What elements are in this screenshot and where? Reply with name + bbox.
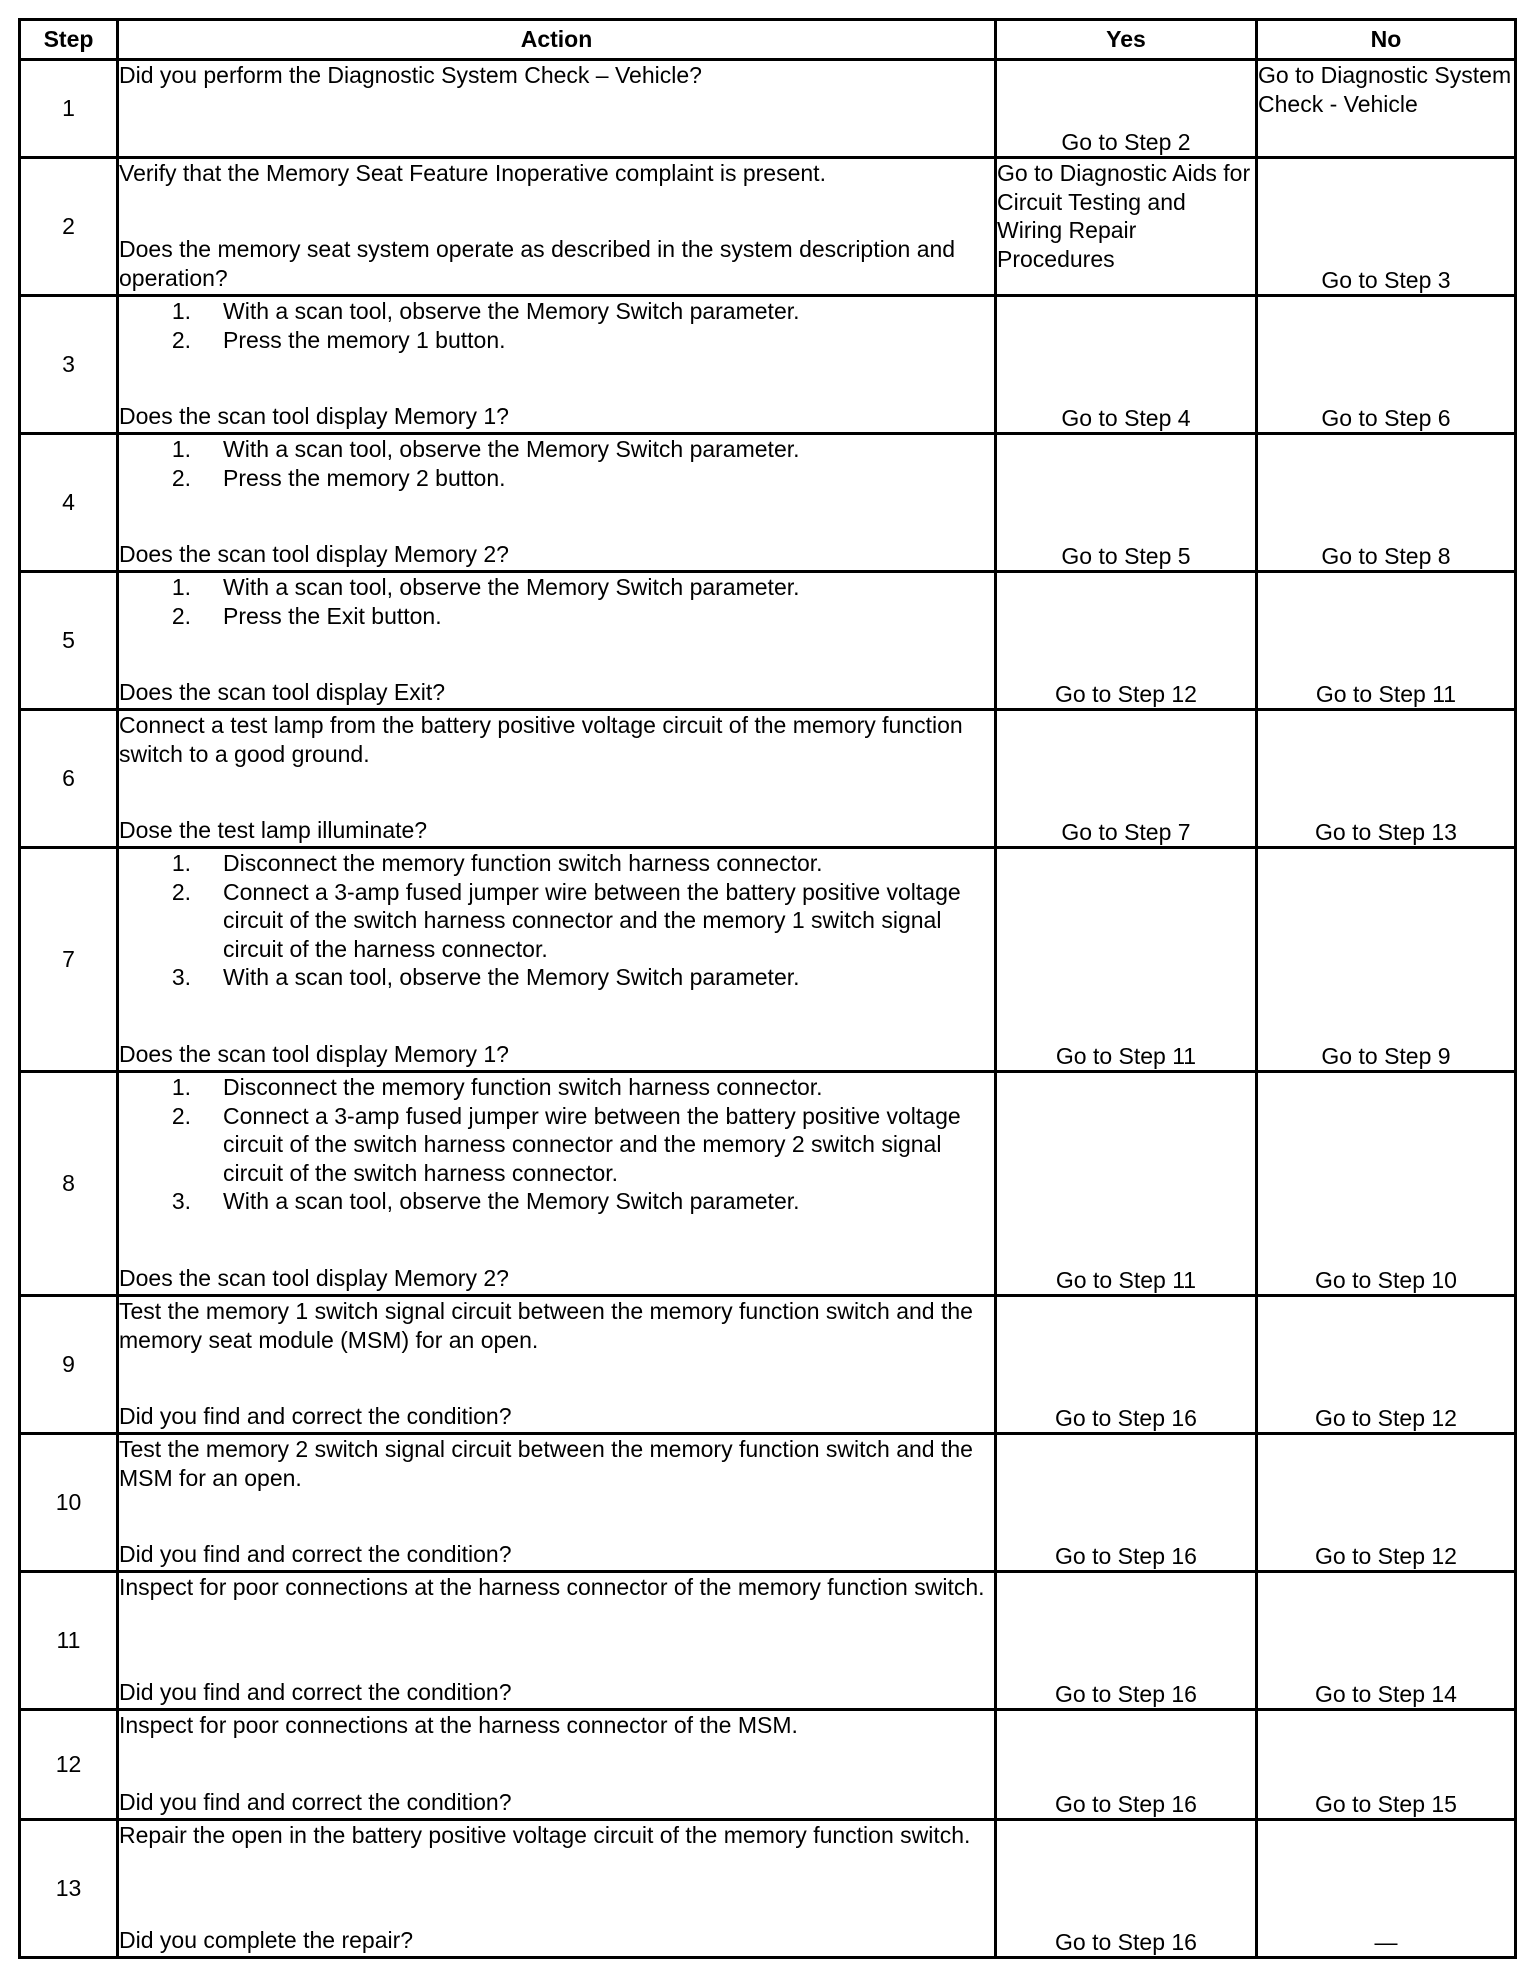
header-step: Step: [20, 20, 118, 60]
yes-result: Go to Step 16: [996, 1710, 1257, 1820]
header-no: No: [1257, 20, 1516, 60]
step-number: 9: [20, 1296, 118, 1434]
no-result: Go to Step 15: [1257, 1710, 1516, 1820]
action-cell: [118, 572, 996, 710]
yes-result: Go to Step 11: [996, 848, 1257, 1072]
action-question: Did you find and correct the condition?: [119, 1678, 512, 1705]
no-result: Go to Step 3: [1257, 158, 1516, 296]
action-cell: [118, 434, 996, 572]
step-number: 13: [20, 1820, 118, 1958]
table-row: [20, 434, 1516, 572]
action-step-item: 1. Disconnect the memory function switch harness connector.: [223, 1073, 994, 1102]
action-question: Dose the test lamp illuminate?: [119, 816, 428, 843]
step-number: 5: [20, 572, 118, 710]
no-result: Go to Step 13: [1257, 710, 1516, 848]
yes-result: Go to Step 5: [996, 434, 1257, 572]
no-result: Go to Step 11: [1257, 572, 1516, 710]
yes-result: Go to Step 16: [996, 1572, 1257, 1710]
action-instruction: Repair the open in the battery positive voltage circuit of the memory function switch.: [119, 1822, 971, 1848]
action-steps-list: [119, 297, 994, 354]
yes-result: Go to Step 4: [996, 296, 1257, 434]
action-question: Does the scan tool display Memory 2?: [119, 1264, 509, 1291]
action-instruction: Did you perform the Diagnostic System Check – Vehicle?: [119, 62, 702, 88]
action-step-item: 2. Press the memory 2 button.: [223, 464, 994, 493]
action-instruction: Verify that the Memory Seat Feature Inoperative complaint is present.: [119, 160, 826, 186]
table-row: [20, 710, 1516, 848]
action-step-item: 3. With a scan tool, observe the Memory Switch parameter.: [223, 1187, 994, 1216]
step-number: 1: [20, 60, 118, 158]
no-result: —: [1257, 1820, 1516, 1958]
yes-result: Go to Step 11: [996, 1072, 1257, 1296]
step-number: 2: [20, 158, 118, 296]
action-steps-list: [119, 849, 994, 992]
action-cell: [118, 1820, 996, 1958]
step-number: 3: [20, 296, 118, 434]
action-step-item: 1. Disconnect the memory function switch harness connector.: [223, 849, 994, 878]
no-result: Go to Step 9: [1257, 848, 1516, 1072]
action-question: Does the scan tool display Memory 1?: [119, 402, 509, 429]
yes-result: Go to Step 12: [996, 572, 1257, 710]
table-row: [20, 1072, 1516, 1296]
action-question: Did you complete the repair?: [119, 1926, 414, 1953]
action-question: Did you find and correct the condition?: [119, 1402, 512, 1429]
table-row: [20, 1434, 1516, 1572]
header-action: Action: [118, 20, 996, 60]
action-cell: [118, 710, 996, 848]
action-cell: [118, 60, 996, 158]
action-question: Does the scan tool display Exit?: [119, 678, 446, 705]
action-instruction: Test the memory 1 switch signal circuit between the memory function switch and the memory seat module (MSM) for an open.: [119, 1298, 980, 1353]
table-row: [20, 158, 1516, 296]
action-step-item: 2. Connect a 3-amp fused jumper wire between the battery positive voltage circuit of the switch harness connector and the memory 1 switch signal circuit of the harness connector.: [223, 878, 994, 964]
action-step-item: 1. With a scan tool, observe the Memory Switch parameter.: [223, 297, 994, 326]
action-question: Did you find and correct the condition?: [119, 1788, 512, 1815]
action-step-item: 2. Press the memory 1 button.: [223, 326, 994, 355]
no-result: Go to Step 12: [1257, 1434, 1516, 1572]
action-steps-list: [119, 1073, 994, 1216]
step-number: 11: [20, 1572, 118, 1710]
action-cell: [118, 296, 996, 434]
step-number: 10: [20, 1434, 118, 1572]
table-row: [20, 296, 1516, 434]
no-result: Go to Step 6: [1257, 296, 1516, 434]
action-instruction: Test the memory 2 switch signal circuit between the memory function switch and the MSM for an open.: [119, 1436, 980, 1491]
action-instruction: Inspect for poor connections at the harness connector of the MSM.: [119, 1712, 798, 1738]
action-step-item: 2. Connect a 3-amp fused jumper wire between the battery positive voltage circuit of the switch harness connector and the memory 2 switch signal circuit of the switch harness connector.: [223, 1102, 994, 1188]
action-cell: [118, 848, 996, 1072]
yes-result: Go to Step 2: [996, 60, 1257, 158]
table-row: [20, 1572, 1516, 1710]
action-cell: [118, 158, 996, 296]
table-row: [20, 1296, 1516, 1434]
action-question: Does the scan tool display Memory 2?: [119, 540, 509, 567]
yes-result: Go to Diagnostic Aids for Circuit Testing and Wiring Repair Procedures: [996, 158, 1257, 296]
action-step-item: 1. With a scan tool, observe the Memory Switch parameter.: [223, 573, 994, 602]
action-step-item: 1. With a scan tool, observe the Memory Switch parameter.: [223, 435, 994, 464]
no-result: Go to Diagnostic System Check - Vehicle: [1257, 60, 1516, 158]
step-number: 7: [20, 848, 118, 1072]
action-steps-list: [119, 435, 994, 492]
diagnostic-table: [18, 18, 1517, 1959]
action-instruction: Inspect for poor connections at the harness connector of the memory function switch.: [119, 1574, 985, 1600]
table-row: [20, 1820, 1516, 1958]
action-instruction: Connect a test lamp from the battery positive voltage circuit of the memory function switch to a good ground.: [119, 712, 970, 767]
table-row: [20, 1710, 1516, 1820]
table-row: [20, 60, 1516, 158]
action-question: Does the memory seat system operate as described in the system description and operation?: [119, 236, 956, 291]
action-cell: [118, 1434, 996, 1572]
step-number: 12: [20, 1710, 118, 1820]
header-row: [20, 20, 1516, 60]
table-row: [20, 572, 1516, 710]
no-result: Go to Step 14: [1257, 1572, 1516, 1710]
action-cell: [118, 1296, 996, 1434]
action-cell: [118, 1572, 996, 1710]
action-step-item: 2. Press the Exit button.: [223, 602, 994, 631]
action-steps-list: [119, 573, 994, 630]
step-number: 6: [20, 710, 118, 848]
step-number: 8: [20, 1072, 118, 1296]
no-result: Go to Step 8: [1257, 434, 1516, 572]
yes-result: Go to Step 16: [996, 1820, 1257, 1958]
yes-result: Go to Step 7: [996, 710, 1257, 848]
no-result: Go to Step 10: [1257, 1072, 1516, 1296]
yes-result: Go to Step 16: [996, 1434, 1257, 1572]
step-number: 4: [20, 434, 118, 572]
no-result: Go to Step 12: [1257, 1296, 1516, 1434]
action-question: Did you find and correct the condition?: [119, 1540, 512, 1567]
table-body: [20, 60, 1516, 1958]
yes-result: Go to Step 16: [996, 1296, 1257, 1434]
action-cell: [118, 1072, 996, 1296]
table-row: [20, 848, 1516, 1072]
action-question: Does the scan tool display Memory 1?: [119, 1040, 509, 1067]
action-step-item: 3. With a scan tool, observe the Memory Switch parameter.: [223, 963, 994, 992]
action-cell: [118, 1710, 996, 1820]
header-yes: Yes: [996, 20, 1257, 60]
